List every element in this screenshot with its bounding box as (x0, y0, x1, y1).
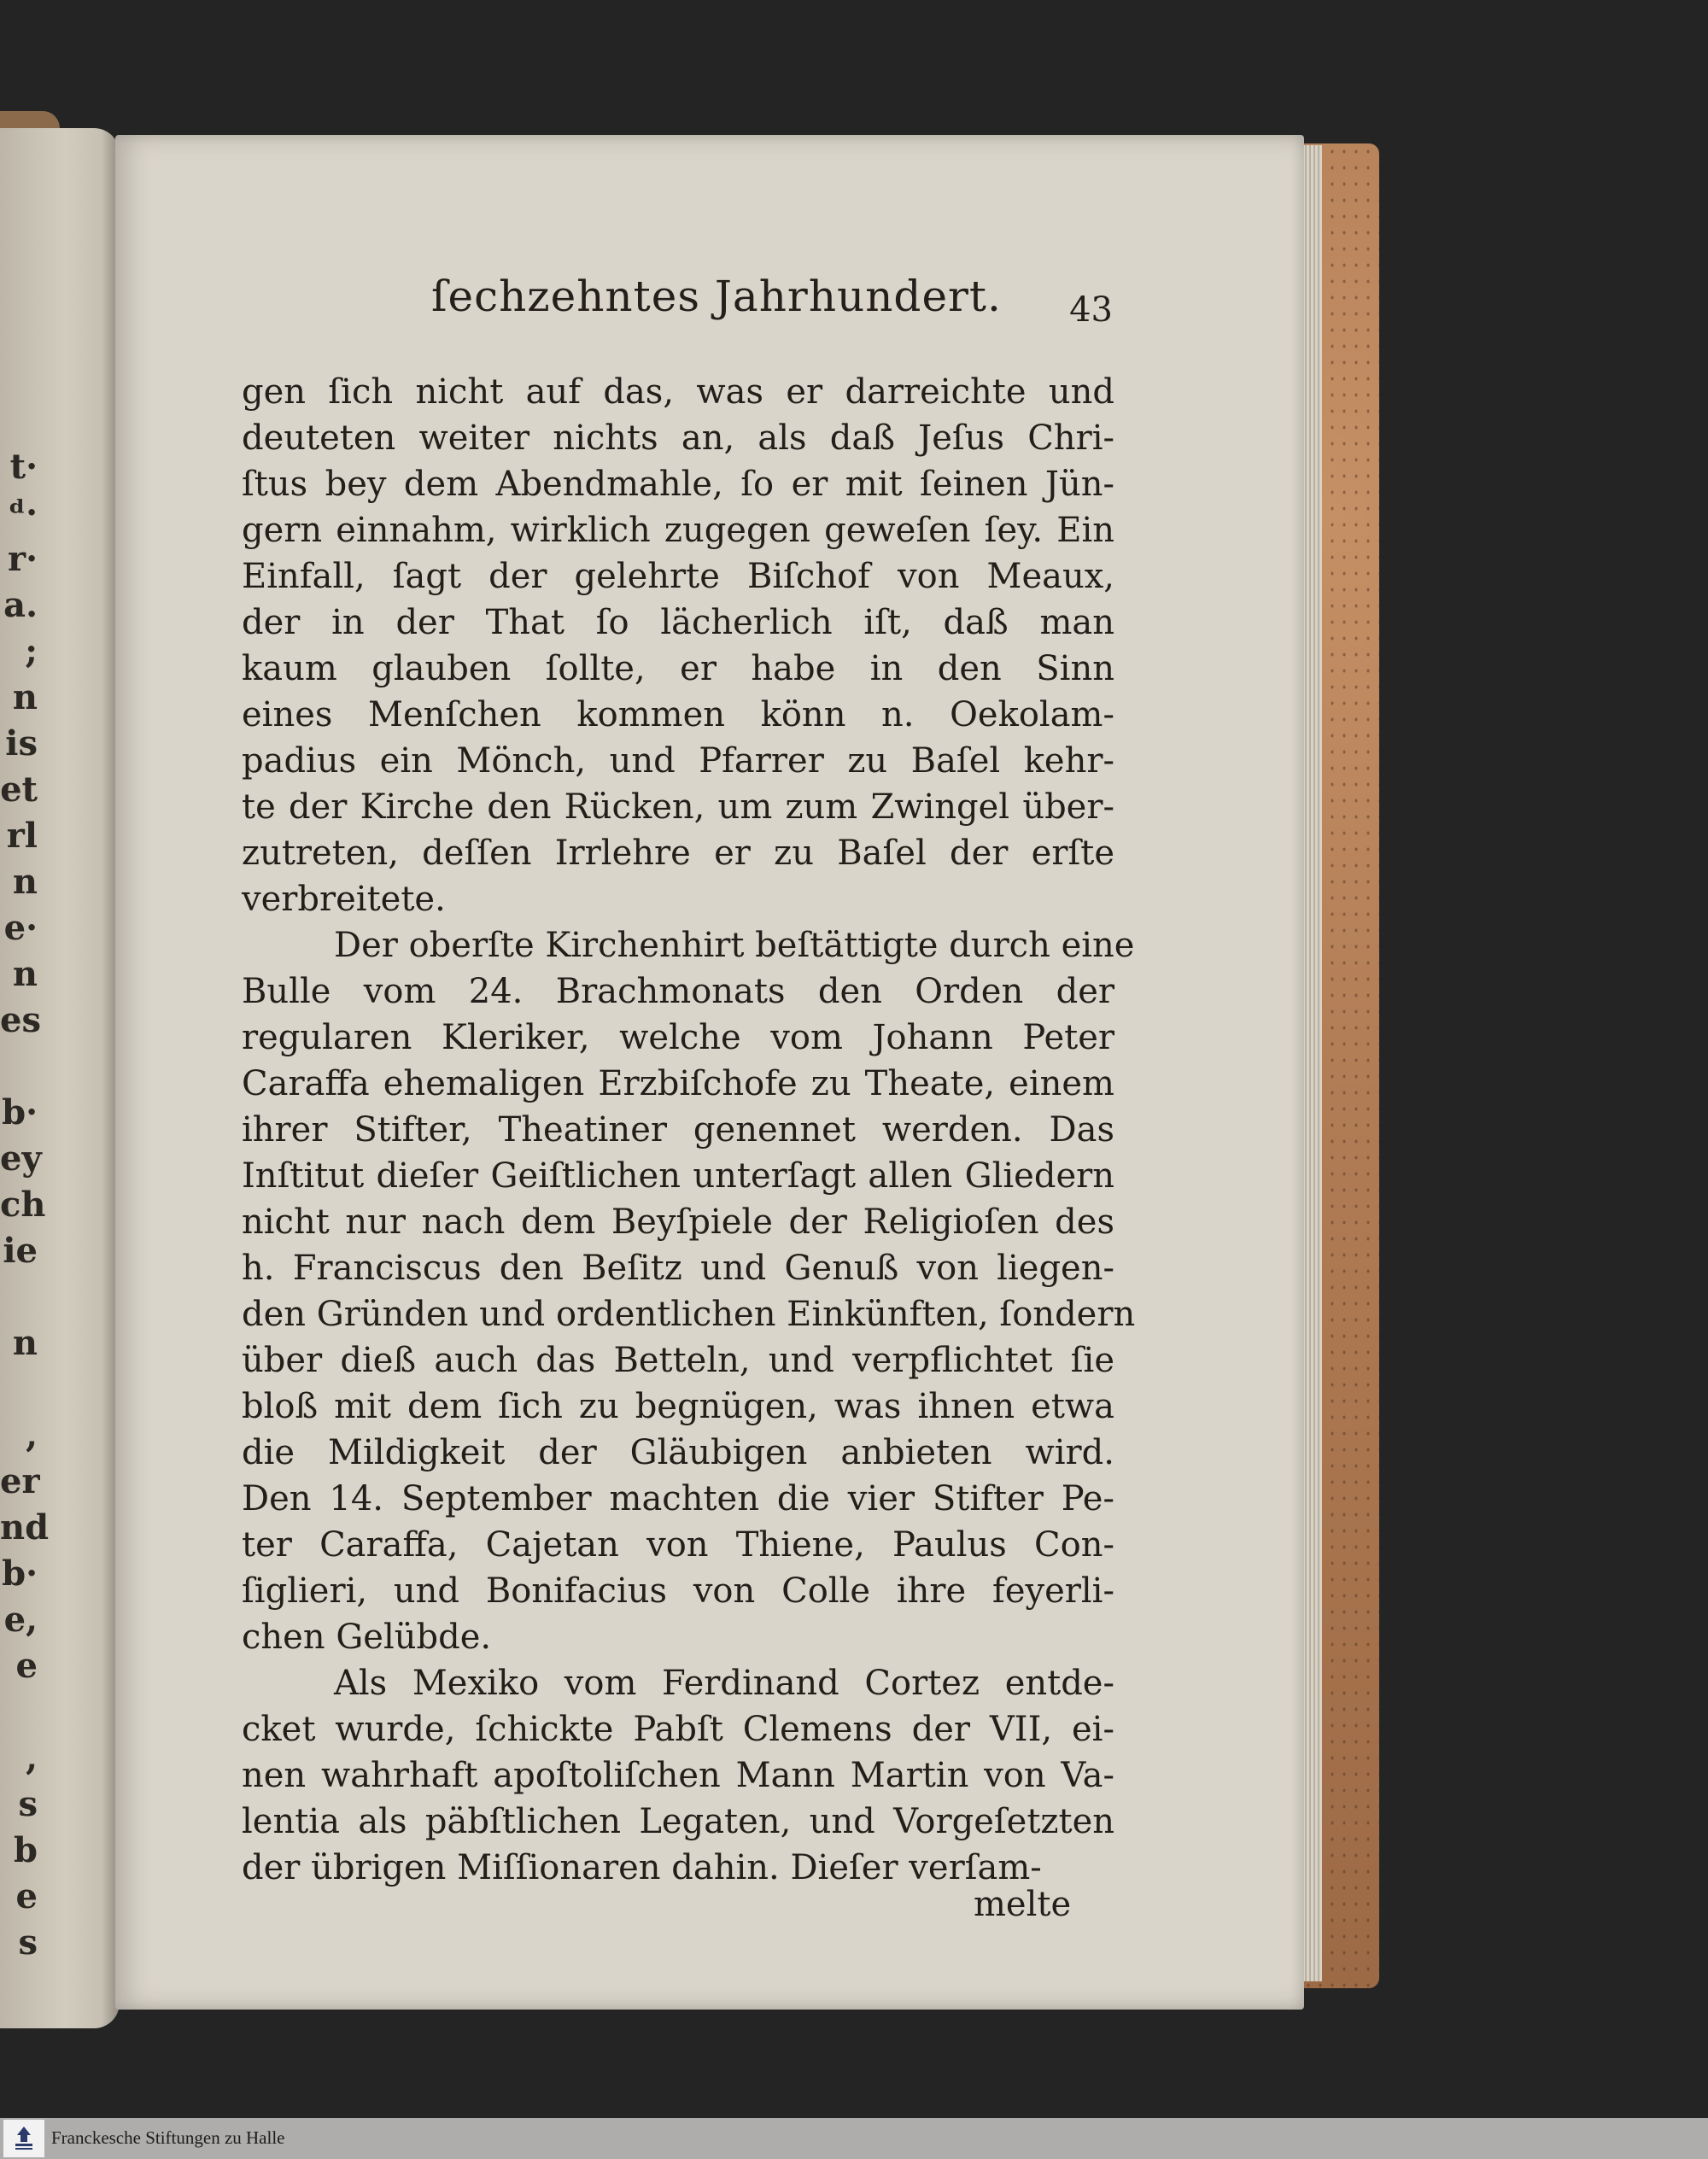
running-head: ſechzehntes Jahrhundert. (431, 272, 1002, 321)
text-line: der übrigen Miſſionaren dahin. Dieſer verſam- (242, 1848, 1042, 1887)
text-line: Caraffa ehemaligen Erzbiſchofe zu Theate, einem (242, 1064, 1114, 1103)
facing-page-fragment: is (5, 723, 38, 764)
text-line: über dieß auch das Betteln, und verpflichtet ſie (242, 1341, 1114, 1380)
text-line: den Gründen und ordentlichen Einkünften, ſondern (242, 1295, 1136, 1334)
page-header (431, 272, 1123, 331)
facing-page-fragment (0, 1044, 38, 1090)
page-number: 43 (1069, 290, 1113, 330)
text-line: die Mildigkeit der Gläubigen anbieten wird. (242, 1433, 1114, 1472)
facing-page-fragment: b· (2, 1092, 38, 1132)
text-line: der in der That ſo lächerlich iſt, daß man (242, 603, 1114, 642)
facing-page-fragment: b (14, 1830, 38, 1870)
facing-page-fragment: ; (25, 631, 38, 671)
text-line: ter Caraffa, Cajetan von Thiene, Paulus Con- (242, 1525, 1114, 1565)
facing-page-margin-text (0, 444, 50, 1966)
text-line: deuteten weiter nichts an, als daß Jeſus Chri- (242, 418, 1114, 458)
text-line: eines Menſchen kommen könn n. Oekolam- (242, 695, 1114, 734)
facing-page-fragment: e, (3, 1600, 38, 1640)
text-line: kaum glauben ſollte, er habe in den Sinn (242, 649, 1114, 688)
facing-page-fragment: , (26, 1415, 38, 1455)
facing-page-fragment (0, 1274, 38, 1320)
facing-page-fragment: s (18, 1922, 38, 1963)
institution-logo-icon (3, 2120, 44, 2157)
facing-page-fragment: rl (6, 816, 38, 856)
text-line: h. Franciscus den Beſitz und Genuß von liegen- (242, 1249, 1114, 1288)
text-line: Der oberſte Kirchenhirt beſtättigte durch eine (334, 926, 1135, 965)
text-line: Inſtitut dieſer Geiſtlichen unterſagt allen Gliedern (242, 1156, 1114, 1196)
facing-page-fragment: ᵈ· (9, 493, 38, 533)
text-line: nen wahrhaft apoſtoliſchen Mann Martin von Va- (242, 1756, 1114, 1795)
text-line: ſiglieri, und Bonifacius von Colle ihre feyerli- (242, 1571, 1114, 1611)
text-line: verbreitete. (242, 880, 446, 919)
catchword: melte (974, 1885, 1072, 1924)
text-line: Als Mexiko vom Ferdinand Cortez entde- (334, 1664, 1114, 1703)
facing-page-fragment (0, 1689, 38, 1735)
text-line: Einfall, ſagt der gelehrte Biſchof von Meaux, (242, 557, 1114, 596)
text-line: Bulle vom 24. Brachmonats den Orden der (242, 972, 1114, 1011)
text-line: regularen Kleriker, welche vom Johann Peter (242, 1018, 1114, 1057)
facing-page-fragment: r· (8, 539, 38, 579)
text-line: padius ein Mönch, und Pfarrer zu Baſel kehr- (242, 741, 1114, 781)
text-line: ſtus bey dem Abendmahle, ſo er mit ſeinen Jün- (242, 465, 1114, 504)
facing-page-fragment: nd (0, 1507, 50, 1548)
text-line: ihrer Stifter, Theatiner genennet werden. Das (242, 1110, 1114, 1150)
facing-page-fragment: e (15, 1876, 38, 1916)
text-line: cket wurde, ſchickte Pabſt Clemens der VII, ei- (242, 1710, 1114, 1749)
text-line: zutreten, deſſen Irrlehre er zu Baſel der erſte (242, 834, 1114, 873)
facing-page-fragment: n (12, 1323, 38, 1363)
text-line: chen Gelübde. (242, 1618, 492, 1657)
text-line: Den 14. September machten die vier Stifter Pe- (242, 1479, 1114, 1518)
facing-page-fragment: a. (3, 585, 38, 625)
facing-page-fragment: ch (0, 1185, 46, 1225)
facing-page-fragment: es (0, 1000, 41, 1040)
facing-page-fragment: er (0, 1461, 40, 1501)
facing-page-fragment: t· (9, 447, 38, 487)
facing-page-fragment: e· (3, 908, 38, 948)
text-line: bloß mit dem ſich zu begnügen, was ihnen etwa (242, 1387, 1114, 1426)
text-line: te der Kirche den Rücken, um zum Zwingel über- (242, 787, 1114, 827)
facing-page-fragment: et (0, 769, 38, 810)
text-line: lentia als päbſtlichen Legaten, und Vorgeſetzten (242, 1802, 1114, 1841)
page-text-block (242, 369, 1136, 1891)
facing-page-fragment: n (12, 862, 38, 902)
facing-page-fragment: s (18, 1784, 38, 1824)
facing-page-fragment: e (15, 1646, 38, 1686)
facing-page-fragment: b· (2, 1553, 38, 1594)
facing-page-fragment: ey (0, 1138, 42, 1179)
facing-page-fragment: , (26, 1738, 38, 1778)
facing-page-fragment (0, 1366, 38, 1413)
text-line: nicht nur nach dem Beyſpiele der Religioſen des (242, 1202, 1114, 1242)
text-line: gen ſich nicht auf das, was er darreichte und (242, 372, 1114, 412)
facing-page-fragment: ie (3, 1231, 38, 1271)
text-line: gern einnahm, wirklich zugegen geweſen ſey. Ein (242, 511, 1114, 550)
footer-bar (0, 2118, 1708, 2159)
facing-page-fragment: n (12, 954, 38, 994)
facing-page-fragment: n (12, 677, 38, 717)
institution-name: Franckesche Stiftungen zu Halle (51, 2127, 285, 2148)
